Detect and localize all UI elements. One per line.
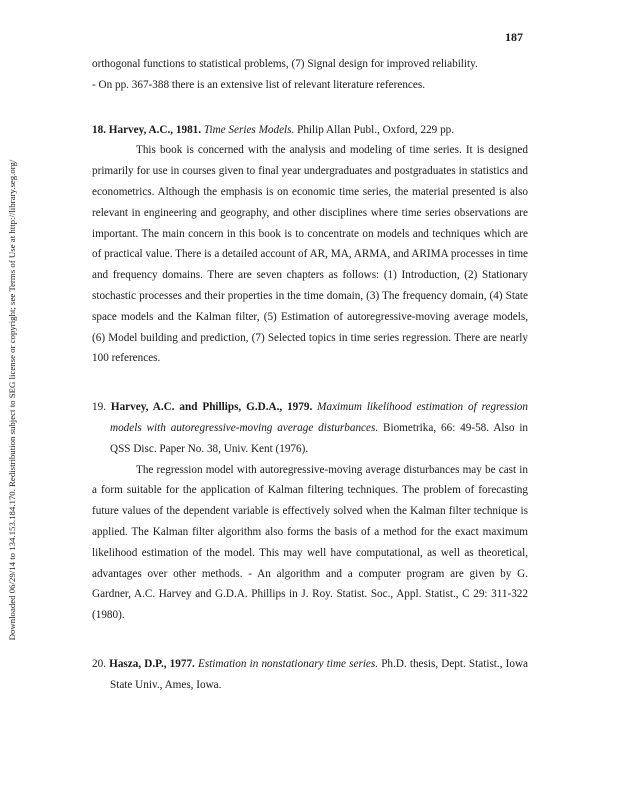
reference-entry bbox=[92, 397, 528, 626]
continued-text-line: - On pp. 367-388 there is an extensive list of relevant literature references. bbox=[92, 78, 426, 91]
reference-authors: Harvey, A.C. and Phillips, G.D.A., 1979. bbox=[110, 401, 313, 414]
reference-number: 20. bbox=[92, 657, 106, 670]
reference-abstract: This book is concerned with the analysis and modeling of time series. It is designed primarily for use in courses given to final year undergraduates and postgraduates in statistics and econometrics. Although the emphasis is on economic time series, the material presented is also relevant in engineering and geography, and other disciplines where time series observations are important. The main concern in this book is to concentrate on models and techniques which are of practical value. There is a detailed account of AR, MA, ARMA, and ARIMA processes in time and frequency domains. There are seven chapters as follows: (1) Introduction, (2) Stationary stochastic processes and their properties in the time domain, (3) The frequency domain, (4) State space models and the Kalman filter, (5) Estimation of autoregressive-moving average models, (6) Model building and prediction, (7) Selected topics in time series regression. There are nearly 100 references. bbox=[92, 144, 528, 365]
reference-abstract: The regression model with autoregressive-moving average disturbances may be cast in a form suitable for the application of Kalman filtering techniques. The problem of forecasting future values of the dependent variable is effectively solved when the Kalman filter technique is applied. The Kalman filter algorithm also forms the basis of a method for the exact maximum likelihood estimation of the model. This may well have computational, as well as theoretical, advantages over other methods. - An algorithm and a computer program are given by G. Gardner, A.C. Harvey and G.D.A. Phillips in J. Roy. Statist. Soc., Appl. Statist., C 29: 311-322 (1980). bbox=[92, 463, 528, 622]
reference-source: Ph.D. thesis, Dept. Statist., Iowa State Univ., Ames, Iowa. bbox=[110, 657, 529, 691]
reference-heading bbox=[92, 120, 528, 141]
reference-title: Time Series Models. bbox=[203, 123, 295, 136]
reference-title: Maximum likelihood estimation of regression models with autoregressive-moving average disturbances. bbox=[110, 401, 528, 434]
reference-heading bbox=[92, 654, 528, 696]
page-body bbox=[92, 54, 528, 696]
reference-entry bbox=[92, 120, 528, 370]
download-notice: Downloaded 06/29/14 to 134.153.184.170. Redistribution subject to SEG license or copyright; see Terms of Use at http://library.seg.org/ bbox=[7, 159, 17, 641]
reference-number: 18. bbox=[92, 123, 106, 136]
reference-authors: Harvey, A.C., 1981. bbox=[108, 123, 202, 136]
reference-number: 19. bbox=[92, 401, 106, 414]
reference-source: Biometrika, 66: 49-58. Also in QSS Disc. Paper No. 38, Univ. Kent (1976). bbox=[110, 421, 529, 455]
reference-heading bbox=[92, 397, 528, 459]
reference-authors: Hasza, D.P., 1977. bbox=[109, 657, 195, 670]
continued-text-line: orthogonal functions to statistical problems, (7) Signal design for improved reliability. bbox=[92, 58, 478, 70]
page-number: 187 bbox=[505, 30, 523, 44]
reference-title: Estimation in nonstationary time series. bbox=[198, 657, 379, 670]
reference-source: Philip Allan Publ., Oxford, 229 pp. bbox=[297, 123, 455, 136]
reference-entry bbox=[92, 654, 528, 696]
